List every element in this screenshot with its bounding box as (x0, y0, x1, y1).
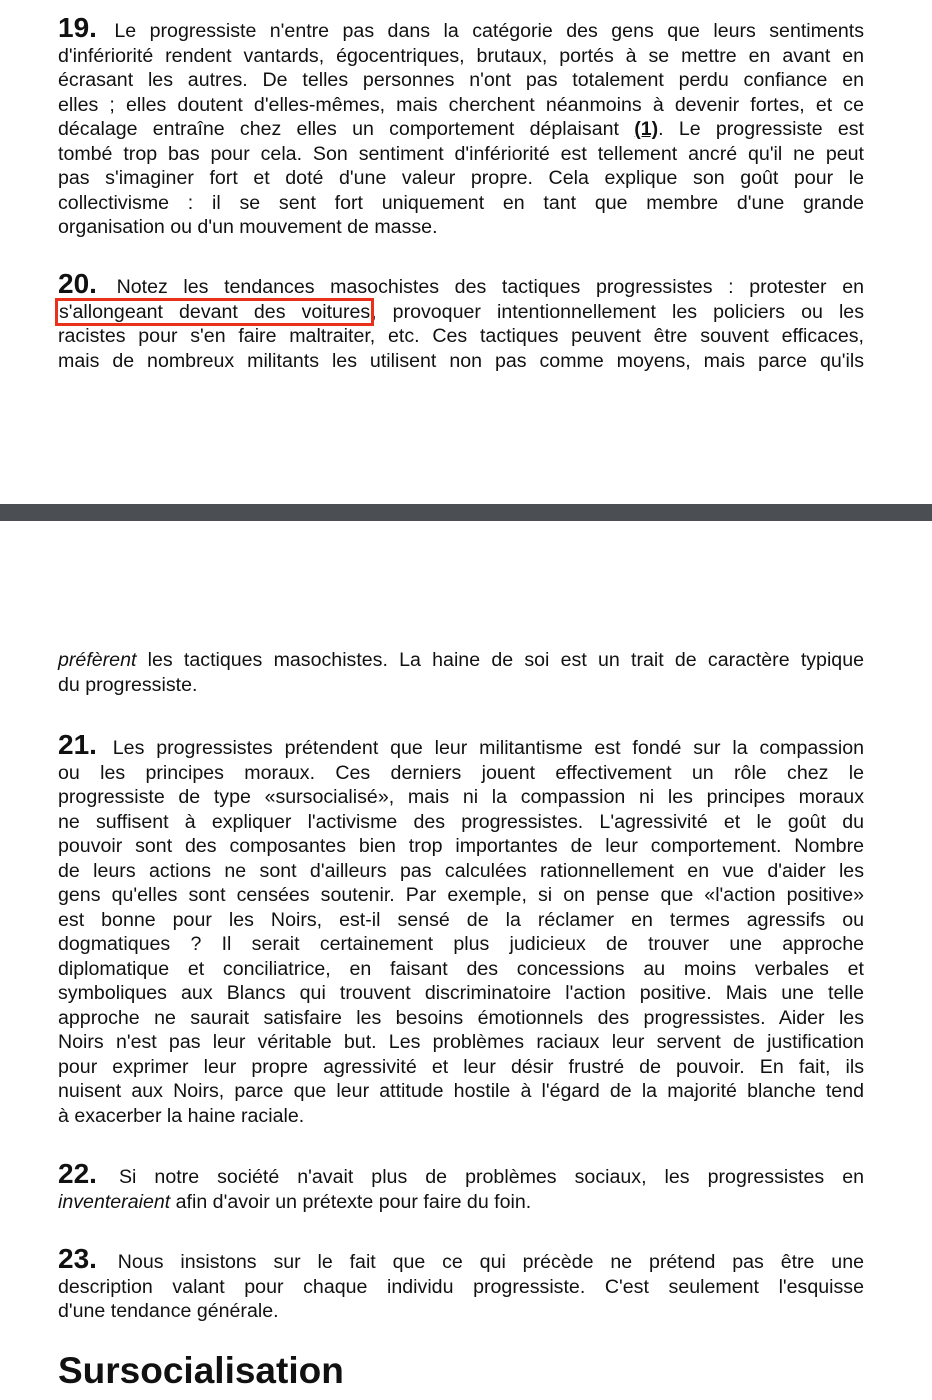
paragraph-number: 22. (58, 1158, 97, 1189)
section-heading: Sursocialisation (58, 1350, 344, 1391)
emphasis-text: préfèrent (58, 649, 137, 671)
paragraph-21: 21. Les progressistes prétendent que leur militantisme est fondé sur la compassion ou les principes moraux. Ces derniers jouent effectivement un rôle chez le progressiste de type «sursocialisé», mais ni la compassion ni les principes moraux ne suffisent à expliquer l'activisme des progressistes. L'agressivité et le goût du pouvoir sont des composantes bien trop importantes de leur comportement. Nombre de leurs actions ne sont d'ailleurs pas calculées rationnellement en vue d'aider les gens qu'elles sont censées soutenir. Par exemple, si on pense que «l'action positive» est bonne pour les Noirs, est-il sensé de la réclamer en termes agressifs ou dogmatiques ? Il serait certainement plus judicieux de trouver une approche diplomatique et conciliatrice, en faisant des concessions au moins verbales et symboliques aux Blancs qui trouvent discriminatoire l'action positive. Mais une telle approche ne saurait satisfaire les besoins émotionnels des progressistes. Aider les Noirs n'est pas leur véritable but. Les problèmes raciaux leur servent de justification pour exprimer leur propre agressivité et leur désir frustré de pouvoir. En fait, ils nuisent aux Noirs, parce que leur attitude hostile à l'égard de la majorité blanche tend à exacerber la haine raciale. (58, 729, 864, 1127)
paragraph-number: 21. (58, 729, 97, 760)
document-page-top (0, 0, 932, 504)
paragraph-number: 20. (58, 268, 97, 299)
paragraph-19: 19. Le progressiste n'entre pas dans la catégorie des gens que leurs sentiments d'infériorité rendent vantards, égocentriques, brutaux, portés à se mettre en avant en écrasant les autres. De telles personnes n'ont pas totalement perdu confiance en elles ; elles doutent d'elles-mêmes, mais cherchent néanmoins à devenir fortes, et ce décalage entraîne chez elles un comportement déplaisant (1). Le progressiste est tombé trop bas pour cela. Son sentiment d'infériorité est tellement ancré qu'il ne peut pas s'imaginer fort et doté d'une valeur propre. Cela explique son goût pour le collectivisme : il se sent fort uniquement en tant que membre d'une grande organisation ou d'un mouvement de masse. (58, 12, 864, 238)
emphasis-text: inventeraient (58, 1190, 171, 1213)
document-page-bottom (0, 521, 932, 1400)
footnote-link[interactable]: (1) (634, 118, 659, 140)
paragraph-number: 23. (58, 1243, 97, 1274)
highlighted-phrase: s'allongeant devant des voitures (59, 300, 371, 323)
paragraph-20-continued: préfèrent les tactiques masochistes. La haine de soi est un trait de caractère typique du progressiste. (58, 649, 864, 696)
paragraph-20: 20. Notez les tendances masochistes des tactiques progressistes : protester en s'allongeant devant des voitures, provoquer intentionnellement les policiers ou les racistes pour s'en faire maltraiter, etc. Ces tactiques peuvent être souvent efficaces, mais de nombreux militants les utilisent non pas comme moyens, mais parce qu'ils (58, 268, 864, 372)
paragraph-number: 19. (58, 12, 97, 43)
page-separator (0, 504, 932, 522)
paragraph-22: 22. Si notre société n'avait plus de problèmes sociaux, les progressistes en inventeraient afin d'avoir un prétexte pour faire du foin. (58, 1158, 864, 1213)
paragraph-23: 23. Nous insistons sur le fait que ce qui précède ne prétend pas être une description valant pour chaque individu progressiste. C'est seulement l'esquisse d'une tendance générale. (58, 1243, 864, 1322)
